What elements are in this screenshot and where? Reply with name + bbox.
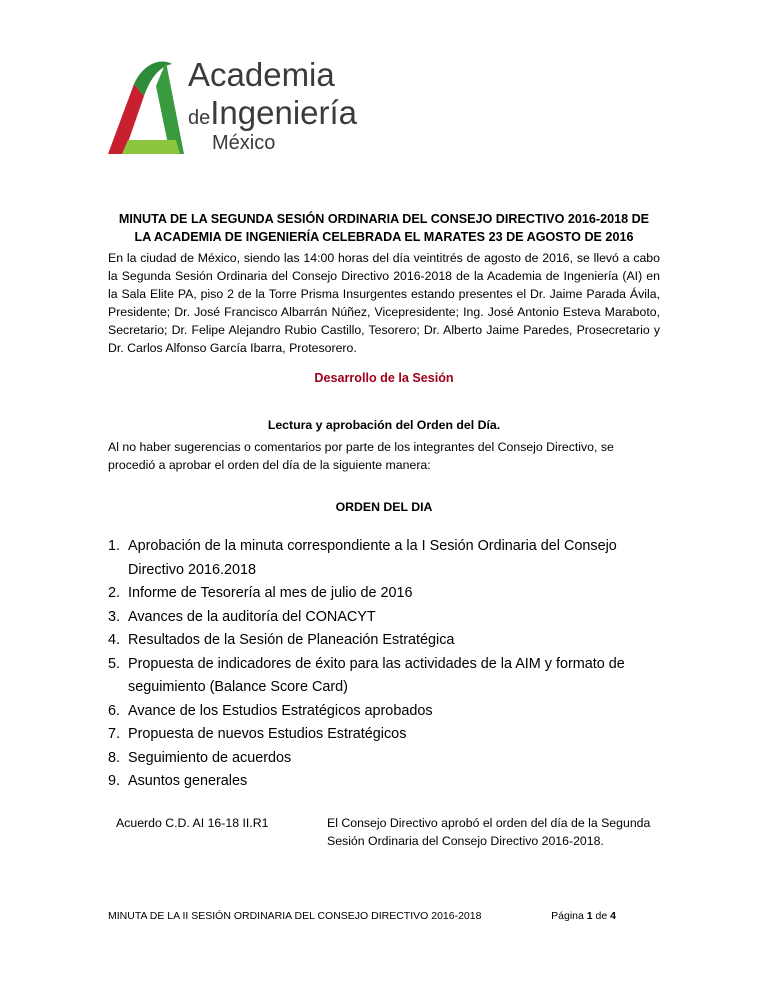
agenda-item-number: 5. — [108, 655, 121, 672]
agenda-item — [108, 700, 668, 724]
agenda-item-number: 7. — [108, 726, 121, 742]
page-current: 1 — [586, 910, 593, 922]
agenda-item-text: Asuntos generales — [128, 773, 248, 789]
agenda-heading: ORDEN DEL DIA — [335, 500, 433, 514]
page-number — [551, 910, 616, 922]
agenda-item-text: Propuesta de nuevos Estudios Estratégicos — [128, 726, 407, 742]
agenda-item-text: Avance de los Estudios Estratégicos aprobados — [128, 702, 433, 719]
agenda-item-text: Propuesta de indicadores de éxito para las actividades de la AIM y formato de seguimiento (Balance Score Card) — [128, 655, 625, 695]
document-title-line2: LA ACADEMIA DE INGENIERÍA CELEBRADA EL MARATES 23 DE AGOSTO DE 2016 — [134, 230, 634, 244]
agenda-item — [108, 653, 668, 700]
agenda-item — [108, 723, 668, 747]
agenda-item-text: Aprobación de la minuta correspondiente a la I Sesión Ordinaria del Consejo Directivo 2016.2018 — [128, 538, 617, 578]
agenda-item — [108, 770, 668, 794]
agenda-item-text: Informe de Tesorería al mes de julio de 2016 — [128, 585, 413, 601]
logo-text-de: de — [188, 107, 211, 129]
section-heading: Desarrollo de la Sesión — [314, 371, 454, 385]
agenda-item-number: 6. — [108, 702, 121, 719]
agenda-item-text: Avances de la auditoría del CONACYT — [128, 608, 376, 625]
logo-text-mexico: México — [212, 132, 276, 154]
agenda-item — [108, 747, 668, 771]
agenda-list — [108, 535, 668, 794]
document-title-line1: MINUTA DE LA SEGUNDA SESIÓN ORDINARIA DEL CONSEJO DIRECTIVO 2016-2018 DE — [118, 212, 650, 226]
agenda-item — [108, 629, 668, 653]
logo-text-academia: Academia — [188, 56, 335, 93]
sub-heading: Lectura y aprobación del Orden del Día. — [267, 418, 501, 432]
agreement-id: Acuerdo C.D. AI 16-18 II.R1 — [116, 816, 269, 830]
agenda-item-number: 8. — [108, 749, 121, 766]
footer-title: MINUTA DE LA II SESIÓN ORDINARIA DEL CONSEJO DIRECTIVO 2016-2018 — [108, 910, 482, 922]
agenda-item-number: 3. — [108, 608, 121, 625]
procedure-paragraph: Al no haber sugerencias o comentarios por parte de los integrantes del Consejo Directivo, se procedió a aprobar el orden del día de la siguiente manera: — [108, 440, 614, 473]
intro-paragraph: En la ciudad de México, siendo las 14:00 horas del día veintitrés de agosto de 2016, se llevó a cabo la Segunda Sesión Ordinaria del Consejo Directivo 2016-2018 de la Academia de Ingeniería (AI) en la Sala Elite PA, piso 2 de la Torre Prisma Insurgentes estando presentes el Dr. Jaime Parada Ávila, Presidente; Dr. José Francisco Albarrán Núñez, Vicepresidente; Ing. José Antonio Esteva Maraboto, Secretario; Dr. Felipe Alejandro Rubio Castillo, Tesorero; Dr. Alberto Jaime Paredes, Prosecretario y Dr. Carlos Alfonso García Ibarra, Protesorero. — [108, 251, 660, 356]
page-label: Página — [551, 910, 584, 922]
agenda-item — [108, 535, 668, 582]
agenda-item-text: Seguimiento de acuerdos — [128, 749, 292, 766]
document-title — [108, 210, 660, 246]
agenda-item-number: 1. — [108, 538, 121, 554]
agenda-item — [108, 582, 668, 606]
agenda-item-number: 9. — [108, 773, 121, 789]
agenda-item-text: Resultados de la Sesión de Planeación Estratégica — [128, 632, 455, 648]
page-of-label: de — [595, 910, 608, 922]
agenda-item-number: 2. — [108, 585, 121, 601]
agreement-text: El Consejo Directivo aprobó el orden del día de la Segunda Sesión Ordinaria del Consejo Directivo 2016-2018. — [327, 816, 651, 849]
agenda-item — [108, 606, 668, 630]
academia-logo — [104, 56, 358, 156]
logo-mark-icon — [104, 56, 184, 156]
page-total: 4 — [610, 910, 616, 922]
logo-text-ingenieria — [188, 94, 357, 132]
logo-light-green-base — [122, 140, 180, 154]
logo-text-ingenieria-word: Ingeniería — [210, 94, 358, 131]
agenda-item-number: 4. — [108, 632, 121, 648]
